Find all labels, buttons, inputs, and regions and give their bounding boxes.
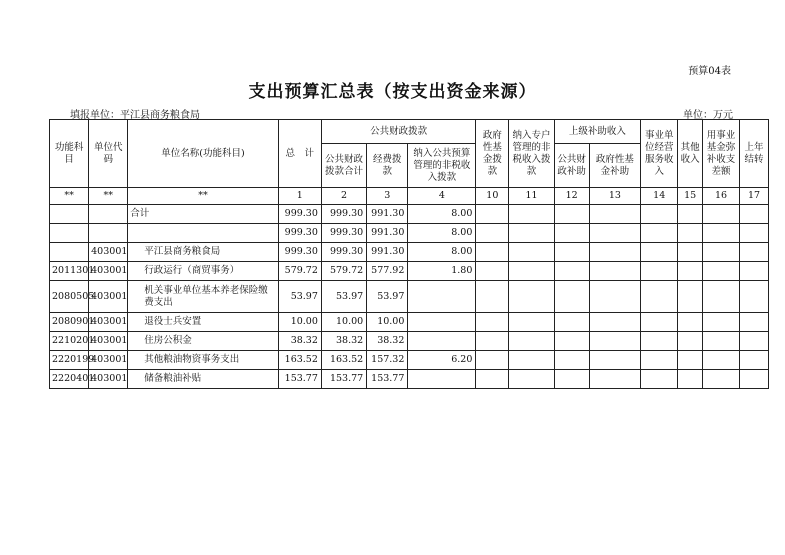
row-operating: 991.30: [367, 243, 408, 262]
row-empty-cell: [476, 332, 509, 351]
row-total: 163.52: [278, 351, 321, 370]
row-empty-cell: [554, 370, 589, 389]
header-func-code: 功能科目: [50, 120, 89, 188]
row-empty-cell: [702, 281, 739, 313]
row-empty-cell: [641, 205, 678, 224]
header-superior: 上级补助收入: [554, 120, 641, 144]
row-empty-cell: [702, 313, 739, 332]
row-empty-cell: [678, 243, 703, 262]
currency-unit: 单位：万元: [683, 110, 733, 121]
row-name: [128, 224, 278, 243]
row-empty-cell: [740, 262, 769, 281]
index-cell: **: [128, 188, 278, 205]
row-total: 999.30: [278, 243, 321, 262]
row-func-code: 2220401: [50, 370, 89, 389]
index-cell: 2: [321, 188, 366, 205]
row-empty-cell: [476, 262, 509, 281]
row-total: 53.97: [278, 281, 321, 313]
table-row: [50, 205, 769, 224]
row-pf-total: 10.00: [321, 313, 366, 332]
row-pf-total: 163.52: [321, 351, 366, 370]
index-cell: 11: [509, 188, 554, 205]
row-empty-cell: [554, 332, 589, 351]
row-empty-cell: [554, 351, 589, 370]
row-total: 153.77: [278, 370, 321, 389]
row-empty-cell: [476, 313, 509, 332]
row-empty-cell: [589, 224, 641, 243]
row-empty-cell: [740, 332, 769, 351]
index-cell: 12: [554, 188, 589, 205]
row-empty-cell: [589, 205, 641, 224]
row-operating: 991.30: [367, 205, 408, 224]
row-empty-cell: [702, 224, 739, 243]
row-func-code: 2080505: [50, 281, 89, 313]
row-empty-cell: [641, 281, 678, 313]
header-unit-name: 单位名称(功能科目): [128, 120, 278, 188]
row-empty-cell: [678, 332, 703, 351]
row-total: 38.32: [278, 332, 321, 351]
table-body: [50, 188, 769, 389]
row-empty-cell: [641, 224, 678, 243]
row-empty-cell: [554, 243, 589, 262]
row-operating: 53.97: [367, 281, 408, 313]
index-row: [50, 188, 769, 205]
row-empty-cell: [589, 243, 641, 262]
table-row: [50, 370, 769, 389]
row-empty-cell: [509, 332, 554, 351]
row-name: 储备粮油补贴: [128, 370, 278, 389]
row-empty-cell: [509, 313, 554, 332]
row-empty-cell: [740, 224, 769, 243]
row-empty-cell: [554, 313, 589, 332]
row-empty-cell: [702, 332, 739, 351]
row-empty-cell: [641, 243, 678, 262]
row-empty-cell: [678, 313, 703, 332]
index-cell: 13: [589, 188, 641, 205]
row-name: 行政运行（商贸事务）: [128, 262, 278, 281]
header-total: 总 计: [278, 120, 321, 188]
table-row: [50, 262, 769, 281]
row-empty-cell: [740, 205, 769, 224]
row-empty-cell: [641, 262, 678, 281]
row-nontax: [408, 313, 476, 332]
row-unit-code: 403001: [89, 313, 128, 332]
row-empty-cell: [702, 262, 739, 281]
row-unit-code: 403001: [89, 281, 128, 313]
row-func-code: 2080901: [50, 313, 89, 332]
table-row: [50, 281, 769, 313]
row-nontax: [408, 370, 476, 389]
index-cell: **: [50, 188, 89, 205]
index-cell: 10: [476, 188, 509, 205]
row-func-code: [50, 224, 89, 243]
row-empty-cell: [678, 281, 703, 313]
row-empty-cell: [589, 313, 641, 332]
row-empty-cell: [678, 351, 703, 370]
row-nontax: 8.00: [408, 224, 476, 243]
row-empty-cell: [509, 281, 554, 313]
row-total: 999.30: [278, 205, 321, 224]
row-unit-code: [89, 224, 128, 243]
row-empty-cell: [702, 243, 739, 262]
table-row: [50, 332, 769, 351]
row-empty-cell: [702, 351, 739, 370]
table-row: [50, 224, 769, 243]
row-empty-cell: [554, 262, 589, 281]
row-func-code: [50, 205, 89, 224]
row-name: 机关事业单位基本养老保险缴费支出: [128, 281, 278, 313]
row-pf-total: 999.30: [321, 224, 366, 243]
row-empty-cell: [476, 243, 509, 262]
row-empty-cell: [641, 313, 678, 332]
row-empty-cell: [509, 351, 554, 370]
header-nontax: 纳入公共预算管理的非税收入拨款: [408, 144, 476, 188]
header-sup-gov: 政府性基金补助: [589, 144, 641, 188]
index-cell: 16: [702, 188, 739, 205]
row-empty-cell: [678, 262, 703, 281]
row-empty-cell: [554, 281, 589, 313]
row-pf-total: 579.72: [321, 262, 366, 281]
row-operating: 157.32: [367, 351, 408, 370]
row-empty-cell: [476, 205, 509, 224]
row-empty-cell: [589, 351, 641, 370]
row-func-code: 2011301: [50, 262, 89, 281]
row-nontax: 1.80: [408, 262, 476, 281]
row-empty-cell: [740, 313, 769, 332]
header-fund-diff: 用事业基金弥补收支差额: [702, 120, 739, 188]
row-unit-code: 403001: [89, 351, 128, 370]
row-empty-cell: [641, 370, 678, 389]
budget-table: [49, 119, 769, 389]
row-empty-cell: [740, 351, 769, 370]
row-nontax: [408, 332, 476, 351]
index-cell: 1: [278, 188, 321, 205]
row-empty-cell: [509, 262, 554, 281]
row-func-code: 2220199: [50, 351, 89, 370]
row-unit-code: 403001: [89, 332, 128, 351]
row-func-code: [50, 243, 89, 262]
row-empty-cell: [589, 370, 641, 389]
row-empty-cell: [554, 205, 589, 224]
row-pf-total: 999.30: [321, 243, 366, 262]
index-cell: 3: [367, 188, 408, 205]
row-nontax: 8.00: [408, 243, 476, 262]
row-empty-cell: [740, 243, 769, 262]
row-empty-cell: [589, 281, 641, 313]
row-nontax: [408, 281, 476, 313]
row-unit-code: 403001: [89, 243, 128, 262]
row-empty-cell: [702, 370, 739, 389]
row-empty-cell: [509, 370, 554, 389]
row-operating: 153.77: [367, 370, 408, 389]
row-operating: 10.00: [367, 313, 408, 332]
row-nontax: 6.20: [408, 351, 476, 370]
row-empty-cell: [702, 205, 739, 224]
row-unit-code: [89, 205, 128, 224]
row-name: 平江县商务粮食局: [128, 243, 278, 262]
header-sup-public: 公共财政补助: [554, 144, 589, 188]
row-empty-cell: [678, 224, 703, 243]
table-row: [50, 351, 769, 370]
row-empty-cell: [641, 351, 678, 370]
form-number: 预算04表: [688, 66, 731, 77]
row-pf-total: 153.77: [321, 370, 366, 389]
row-empty-cell: [678, 205, 703, 224]
row-total: 579.72: [278, 262, 321, 281]
row-empty-cell: [554, 224, 589, 243]
row-name: 其他粮油物资事务支出: [128, 351, 278, 370]
table-row: [50, 313, 769, 332]
row-pf-total: 53.97: [321, 281, 366, 313]
row-name: 合计: [128, 205, 278, 224]
row-pf-total: 999.30: [321, 205, 366, 224]
header-pf-total: 公共财政拨款合计: [321, 144, 366, 188]
header-other-income: 其他收入: [678, 120, 703, 188]
index-cell: **: [89, 188, 128, 205]
header-operating: 经费拨款: [367, 144, 408, 188]
row-empty-cell: [509, 243, 554, 262]
index-cell: 17: [740, 188, 769, 205]
row-func-code: 2210201: [50, 332, 89, 351]
row-empty-cell: [509, 205, 554, 224]
header-public-finance: 公共财政拨款: [321, 120, 475, 144]
row-pf-total: 38.32: [321, 332, 366, 351]
row-operating: 38.32: [367, 332, 408, 351]
header-special-nontax: 纳入专户管理的非税收入拨款: [509, 120, 554, 188]
row-empty-cell: [589, 332, 641, 351]
row-name: 退役士兵安置: [128, 313, 278, 332]
page-title: 支出预算汇总表（按支出资金来源）: [248, 82, 537, 102]
row-empty-cell: [476, 351, 509, 370]
row-empty-cell: [476, 370, 509, 389]
filler-unit: 填报单位：平江县商务粮食局: [70, 110, 200, 121]
header-unit-code: 单位代码: [89, 120, 128, 188]
row-operating: 577.92: [367, 262, 408, 281]
row-empty-cell: [509, 224, 554, 243]
header-gov-fund: 政府性基金拨款: [476, 120, 509, 188]
row-empty-cell: [476, 281, 509, 313]
row-empty-cell: [589, 262, 641, 281]
row-total: 999.30: [278, 224, 321, 243]
row-name: 住房公积金: [128, 332, 278, 351]
row-empty-cell: [740, 370, 769, 389]
row-unit-code: 403001: [89, 370, 128, 389]
table-row: [50, 243, 769, 262]
index-cell: 14: [641, 188, 678, 205]
header-carryover: 上年结转: [740, 120, 769, 188]
row-empty-cell: [740, 281, 769, 313]
row-nontax: 8.00: [408, 205, 476, 224]
index-cell: 15: [678, 188, 703, 205]
row-empty-cell: [476, 224, 509, 243]
row-total: 10.00: [278, 313, 321, 332]
row-empty-cell: [641, 332, 678, 351]
row-unit-code: 403001: [89, 262, 128, 281]
row-empty-cell: [678, 370, 703, 389]
row-operating: 991.30: [367, 224, 408, 243]
index-cell: 4: [408, 188, 476, 205]
header-business-income: 事业单位经营服务收入: [641, 120, 678, 188]
